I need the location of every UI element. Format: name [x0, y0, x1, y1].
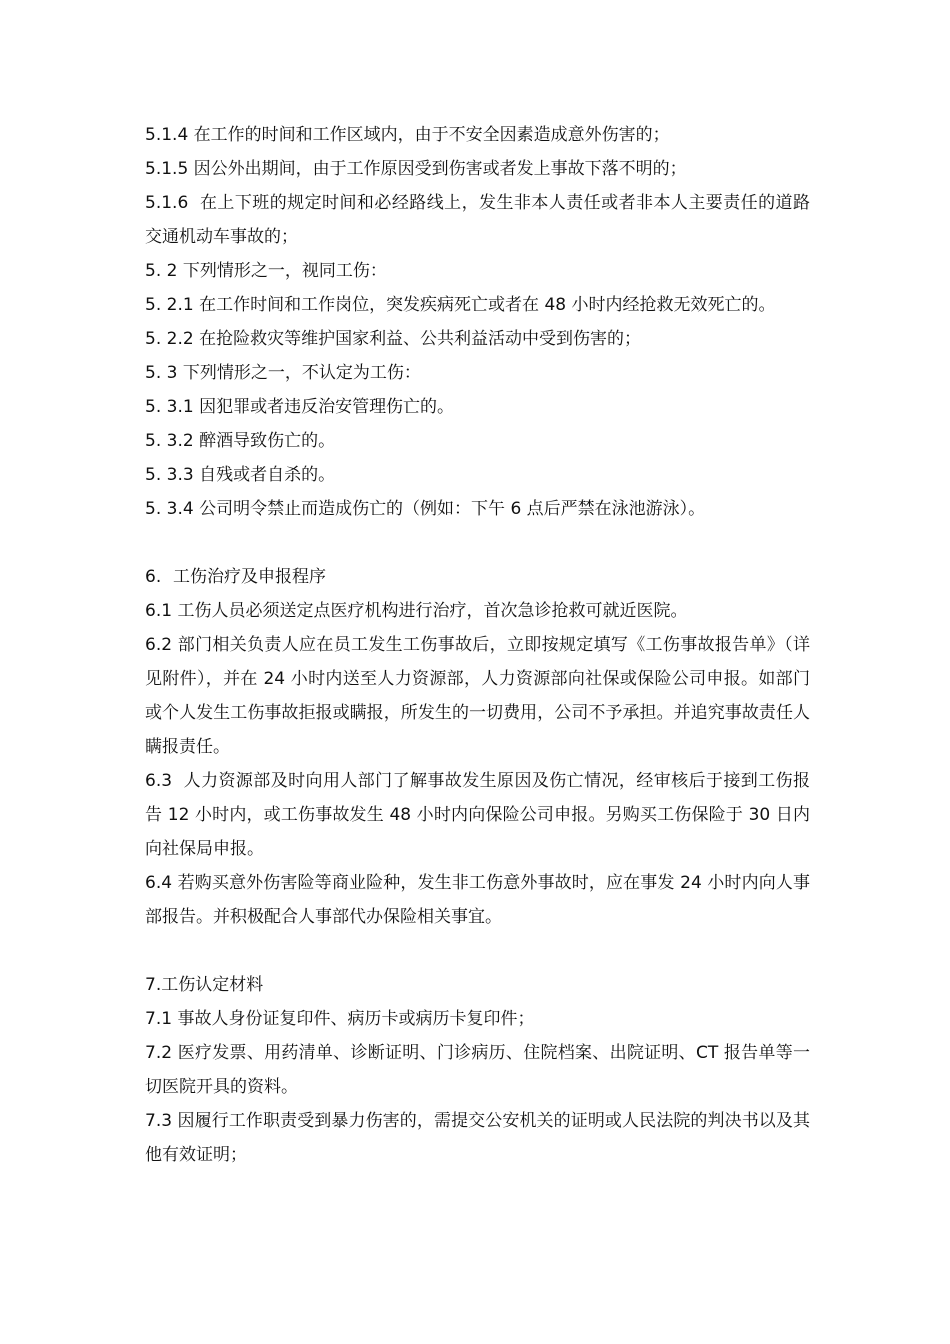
section-7-heading: 7.工伤认定材料 [145, 975, 264, 995]
document-body [145, 118, 810, 1172]
section-6-title: 工伤治疗及申报程序 [173, 567, 326, 587]
clause-5-3-4: 5. 3.4 公司明令禁止而造成伤亡的（例如：下午 6 点后严禁在泳池游泳）。 [145, 499, 706, 519]
clause-5-3-2: 5. 3.2 醉酒导致伤亡的。 [145, 431, 336, 451]
clause-6-2: 6.2 部门相关负责人应在员工发生工伤事故后，立即按规定填写《工伤事故报告单》（详见附件），并在 24 小时内送至人力资源部，人力资源部向社保或保险公司申报。如部门或个人发生工伤事故拒报或瞒报，所发生的一切费用，公司不予承担。并追究事故责任人瞒报责任。 [145, 635, 810, 757]
clause-5-1-6: 5.1.6 在上下班的规定时间和必经路线上，发生非本人责任或者非本人主要责任的道路交通机动车事故的； [145, 193, 810, 247]
clause-5-1-4: 5.1.4 在工作的时间和工作区域内，由于不安全因素造成意外伤害的； [145, 125, 670, 145]
section-6-heading [145, 560, 810, 594]
clause-7-1: 7.1 事故人身份证复印件、病历卡或病历卡复印件； [145, 1009, 535, 1029]
clause-5-3-1: 5. 3.1 因犯罪或者违反治安管理伤亡的。 [145, 397, 455, 417]
clause-6-1: 6.1 工伤人员必须送定点医疗机构进行治疗，首次急诊抢救可就近医院。 [145, 601, 688, 621]
section-spacer [145, 526, 810, 560]
section-spacer [145, 934, 810, 968]
clause-6-3: 6.3 人力资源部及时向用人部门了解事故发生原因及伤亡情况，经审核后于接到工伤报告 12 小时内，或工伤事故发生 48 小时内向保险公司申报。另购买工伤保险于 30 日内向社保局申报。 [145, 771, 810, 859]
section-6-number: 6. [145, 567, 162, 587]
clause-5-2-1: 5. 2.1 在工作时间和工作岗位，突发疾病死亡或者在 48 小时内经抢救无效死亡的。 [145, 295, 776, 315]
clause-5-3: 5. 3 下列情形之一，不认定为工伤： [145, 363, 421, 383]
clause-7-3: 7.3 因履行工作职责受到暴力伤害的，需提交公安机关的证明或人民法院的判决书以及其他有效证明； [145, 1111, 810, 1165]
clause-5-3-3: 5. 3.3 自残或者自杀的。 [145, 465, 336, 485]
clause-5-2: 5. 2 下列情形之一，视同工伤： [145, 261, 387, 281]
clause-5-1-5: 5.1.5 因公外出期间，由于工作原因受到伤害或者发上事故下落不明的； [145, 159, 687, 179]
clause-7-2: 7.2 医疗发票、用药清单、诊断证明、门诊病历、住院档案、出院证明、CT 报告单等一切医院开具的资料。 [145, 1043, 810, 1097]
clause-5-2-2: 5. 2.2 在抢险救灾等维护国家利益、公共利益活动中受到伤害的； [145, 329, 642, 349]
clause-6-4: 6.4 若购买意外伤害险等商业险种，发生非工伤意外事故时，应在事发 24 小时内向人事部报告。并积极配合人事部代办保险相关事宜。 [145, 873, 810, 927]
